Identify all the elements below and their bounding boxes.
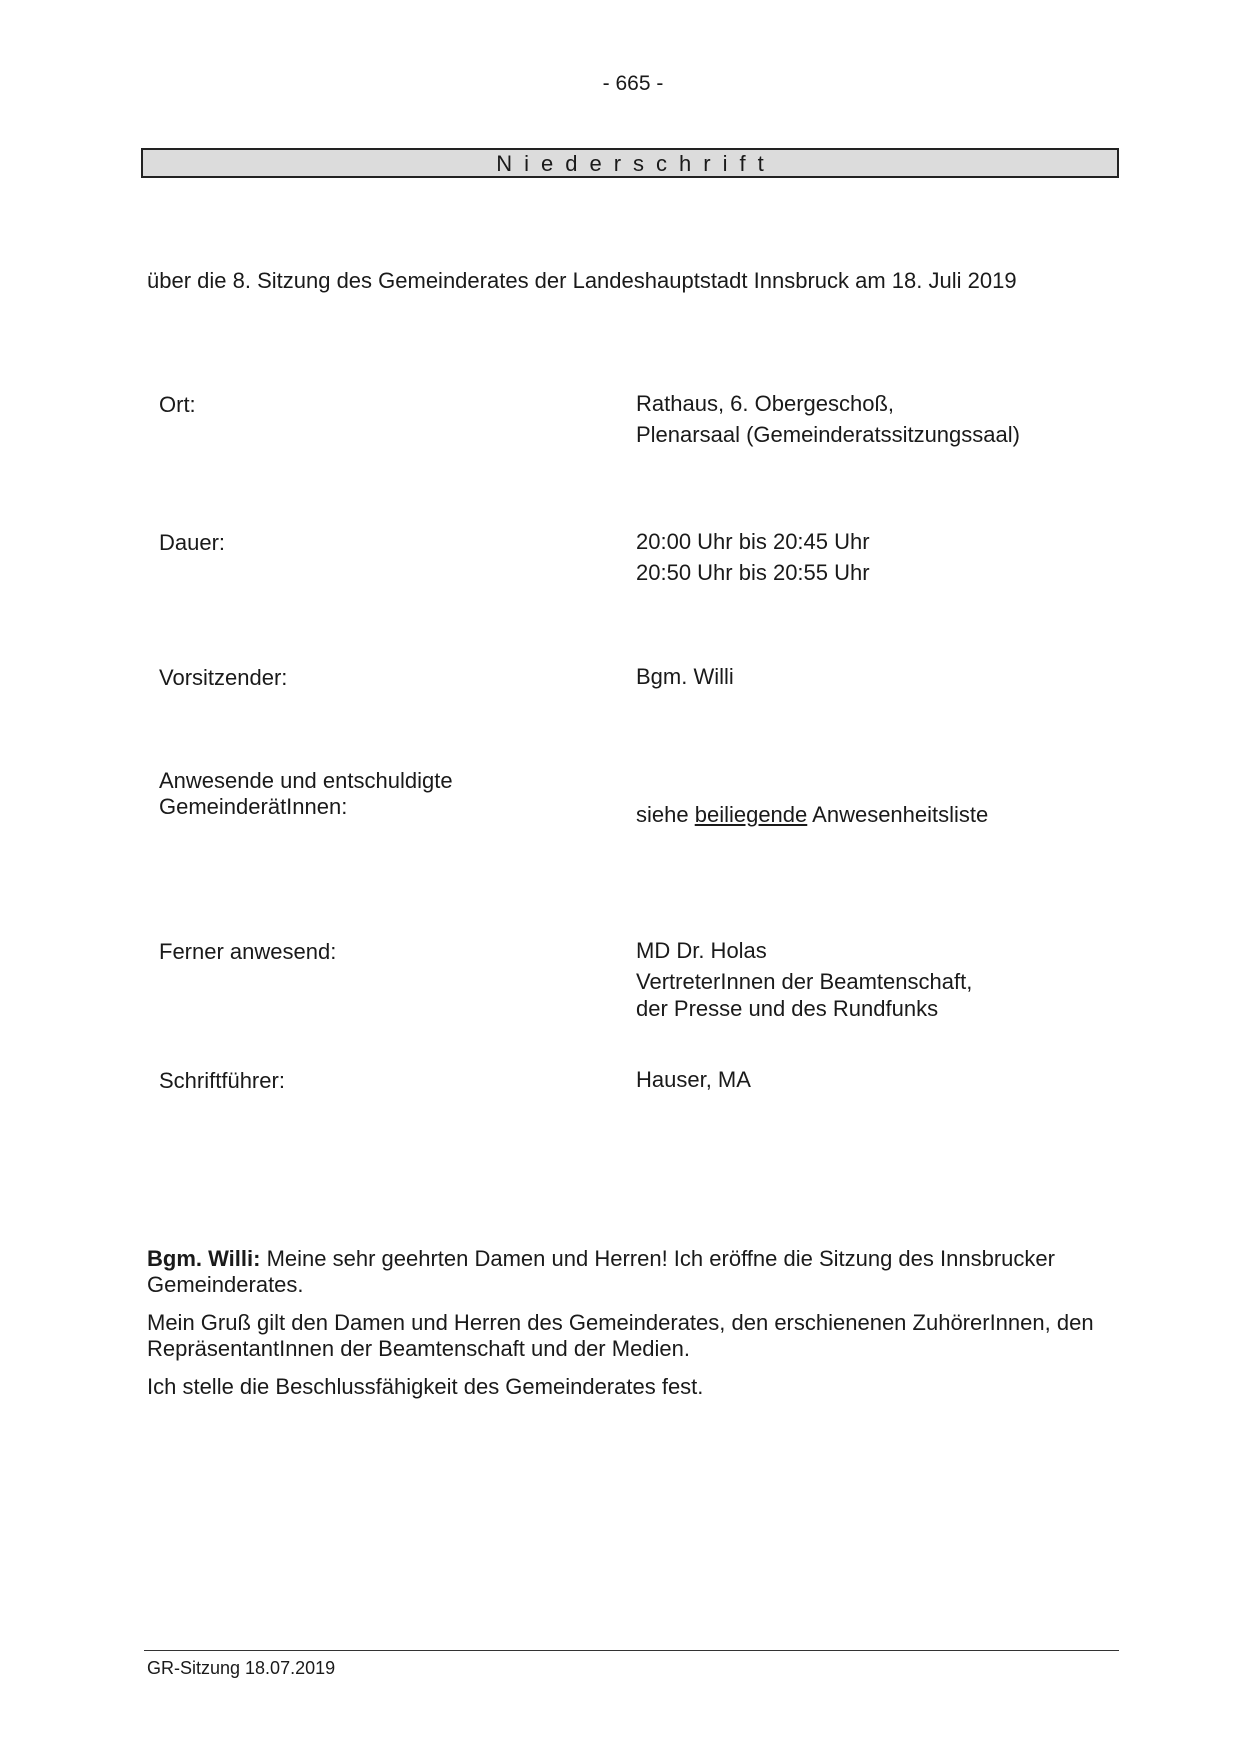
- ferner-label: Ferner anwesend:: [159, 939, 337, 964]
- speaker-name: Bgm. Willi:: [147, 1246, 261, 1271]
- vorsitzender-value: [636, 661, 734, 692]
- vorsitzender-label: Vorsitzender:: [159, 665, 288, 690]
- schriftfuehrer-line-1: Hauser, MA: [636, 1067, 751, 1092]
- document-subtitle: über die 8. Sitzung des Gemeinderates der Landeshauptstadt Innsbruck am 18. Juli 2019: [147, 268, 1017, 293]
- speech-block: [147, 1246, 1107, 1412]
- speech-paragraph-1-text: Meine sehr geehrten Damen und Herren! Ich eröffne die Sitzung des Innsbrucker Gemeinderates.: [147, 1246, 1055, 1297]
- speech-paragraph-1: [147, 1246, 1107, 1298]
- dauer-label: Dauer:: [159, 530, 226, 555]
- ferner-line-2: VertreterInnen der Beamtenschaft,: [636, 969, 973, 994]
- vorsitzender-line-1: Bgm. Willi: [636, 664, 734, 689]
- ort-value: [636, 388, 1020, 450]
- ferner-line-3: der Presse und des Rundfunks: [636, 996, 939, 1021]
- ferner-value: [636, 937, 972, 1022]
- schriftfuehrer-label: Schriftführer:: [159, 1068, 285, 1093]
- dauer-line-1: 20:00 Uhr bis 20:45 Uhr: [636, 529, 870, 554]
- ort-line-1: Rathaus, 6. Obergeschoß,: [636, 391, 895, 416]
- document-title: Niederschrift: [141, 148, 1119, 178]
- page-number: - 665 -: [602, 72, 664, 95]
- footer-text: GR-Sitzung 18.07.2019: [147, 1658, 336, 1678]
- anwesende-value-suffix: Anwesenheitsliste: [807, 802, 989, 827]
- ort-label: Ort:: [159, 392, 196, 417]
- dauer-line-2: 20:50 Uhr bis 20:55 Uhr: [636, 560, 870, 585]
- speech-paragraph-3: Ich stelle die Beschlussfähigkeit des Gemeinderates fest.: [147, 1374, 704, 1399]
- anwesende-label: [159, 768, 453, 820]
- speech-paragraph-2: Mein Gruß gilt den Damen und Herren des Gemeinderates, den erschienenen ZuhörerInnen, den RepräsentantInnen der Beamtenschaft und der Medien.: [147, 1310, 1094, 1361]
- anwesende-value-prefix: siehe: [636, 802, 695, 827]
- dauer-value: [636, 526, 870, 588]
- schriftfuehrer-value: [636, 1064, 751, 1095]
- ferner-line-1: MD Dr. Holas: [636, 938, 767, 963]
- anwesende-value-underlined: beiliegende: [694, 802, 808, 827]
- anwesende-value: [636, 799, 988, 830]
- anwesende-label-line-2: GemeinderätInnen:: [159, 794, 348, 819]
- footer-divider: [144, 1650, 1119, 1651]
- anwesende-label-line-1: Anwesende und entschuldigte: [159, 768, 453, 793]
- ort-line-2: Plenarsaal (Gemeinderatssitzungssaal): [636, 422, 1020, 447]
